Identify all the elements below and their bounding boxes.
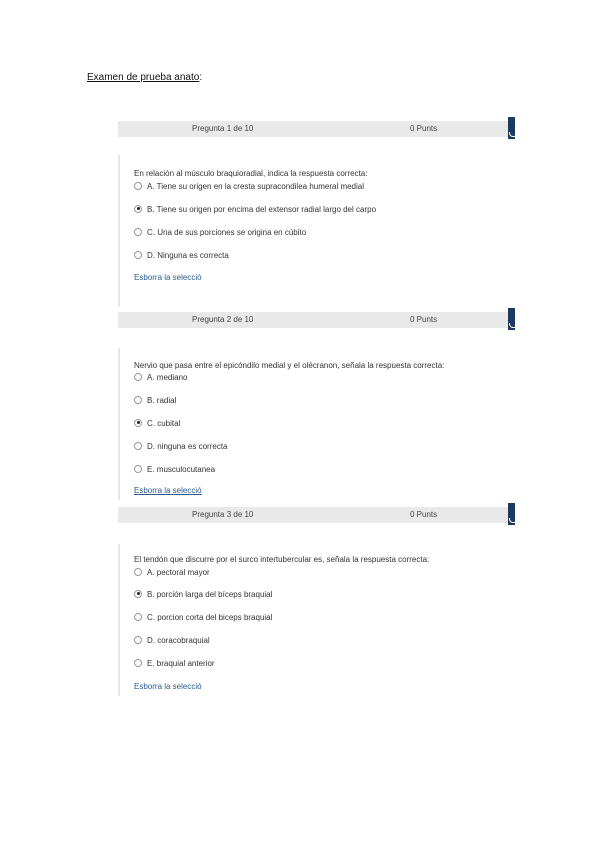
answer-option-label: A. pectoral mayor [147, 568, 210, 577]
answer-option-label: E. braquial anterior [147, 659, 215, 668]
answer-option[interactable] [134, 568, 210, 578]
answer-option[interactable] [134, 396, 176, 406]
question-3-body [118, 544, 510, 696]
question-text: En relación al músculo braquioradial, indica la respuesta correcta: [134, 169, 368, 178]
question-3-header [118, 507, 508, 523]
question-number: Pregunta 3 de 10 [192, 510, 254, 519]
question-points: 0 Punts [410, 124, 438, 133]
radio-checked-icon[interactable] [134, 205, 142, 213]
radio-unchecked-icon[interactable] [134, 373, 142, 381]
radio-unchecked-icon[interactable] [134, 636, 142, 644]
document-title-text: Examen de prueba anato [87, 72, 200, 83]
answer-option-label: B. Tiene su origen por encima del extensor radial largo del carpo [147, 205, 377, 214]
flag-question-icon[interactable] [508, 503, 515, 525]
clear-selection-link[interactable]: Esborra la selecció [134, 273, 202, 282]
question-number: Pregunta 1 de 10 [192, 124, 254, 133]
answer-option-label: E. musculocutanea [147, 465, 216, 474]
radio-unchecked-icon[interactable] [134, 228, 142, 236]
flag-question-icon[interactable] [508, 117, 515, 139]
radio-unchecked-icon[interactable] [134, 442, 142, 450]
radio-unchecked-icon[interactable] [134, 568, 142, 576]
answer-option-label: C. Una de sus porciones se origina en cúbito [147, 228, 307, 237]
answer-option[interactable] [134, 228, 306, 238]
radio-unchecked-icon[interactable] [134, 182, 142, 190]
question-points: 0 Punts [410, 510, 438, 519]
answer-option-label: C. cubital [147, 419, 181, 428]
radio-checked-icon[interactable] [134, 590, 142, 598]
question-2-header [118, 312, 508, 328]
answer-option[interactable] [134, 590, 272, 600]
question-number: Pregunta 2 de 10 [192, 315, 254, 324]
answer-option[interactable] [134, 613, 272, 623]
answer-option-label: A. mediano [147, 373, 188, 382]
answer-option[interactable] [134, 205, 376, 215]
answer-option[interactable] [134, 373, 187, 383]
answer-option[interactable] [134, 182, 364, 192]
radio-unchecked-icon[interactable] [134, 613, 142, 621]
question-1-header [118, 121, 508, 137]
document-title [87, 72, 202, 83]
flag-question-icon[interactable] [508, 308, 515, 330]
radio-unchecked-icon[interactable] [134, 251, 142, 259]
clear-selection-link[interactable]: Esborra la selecció [134, 682, 202, 691]
answer-option-label: B. porción larga del bíceps braquial [147, 590, 273, 599]
question-2-body [118, 348, 510, 500]
answer-option-label: A. Tiene su origen en la cresta supracondilea humeral medial [147, 182, 365, 191]
answer-option[interactable] [134, 659, 215, 669]
question-text: El tendón que discurre por el surco intertubercular es, señala la respuesta correcta: [134, 555, 430, 564]
answer-option-label: B. radial [147, 396, 177, 405]
answer-option[interactable] [134, 465, 215, 475]
answer-option-label: D. coracobraquial [147, 636, 210, 645]
question-text: Nervio que pasa entre el epicóndilo medial y el olécranon, señala la respuesta correcta: [134, 361, 445, 370]
answer-option[interactable] [134, 442, 228, 452]
question-1-body [118, 155, 510, 307]
radio-unchecked-icon[interactable] [134, 396, 142, 404]
radio-unchecked-icon[interactable] [134, 465, 142, 473]
radio-checked-icon[interactable] [134, 419, 142, 427]
answer-option[interactable] [134, 636, 210, 646]
clear-selection-link[interactable]: Esborra la selecció [134, 486, 202, 495]
answer-option-label: D. Ninguna es correcta [147, 251, 229, 260]
document-title-suffix: : [199, 72, 203, 83]
answer-option[interactable] [134, 419, 180, 429]
answer-option-label: D. ninguna es correcta [147, 442, 228, 451]
question-points: 0 Punts [410, 315, 438, 324]
answer-option[interactable] [134, 251, 229, 261]
radio-unchecked-icon[interactable] [134, 659, 142, 667]
answer-option-label: C. porcion corta del biceps braquial [147, 613, 273, 622]
